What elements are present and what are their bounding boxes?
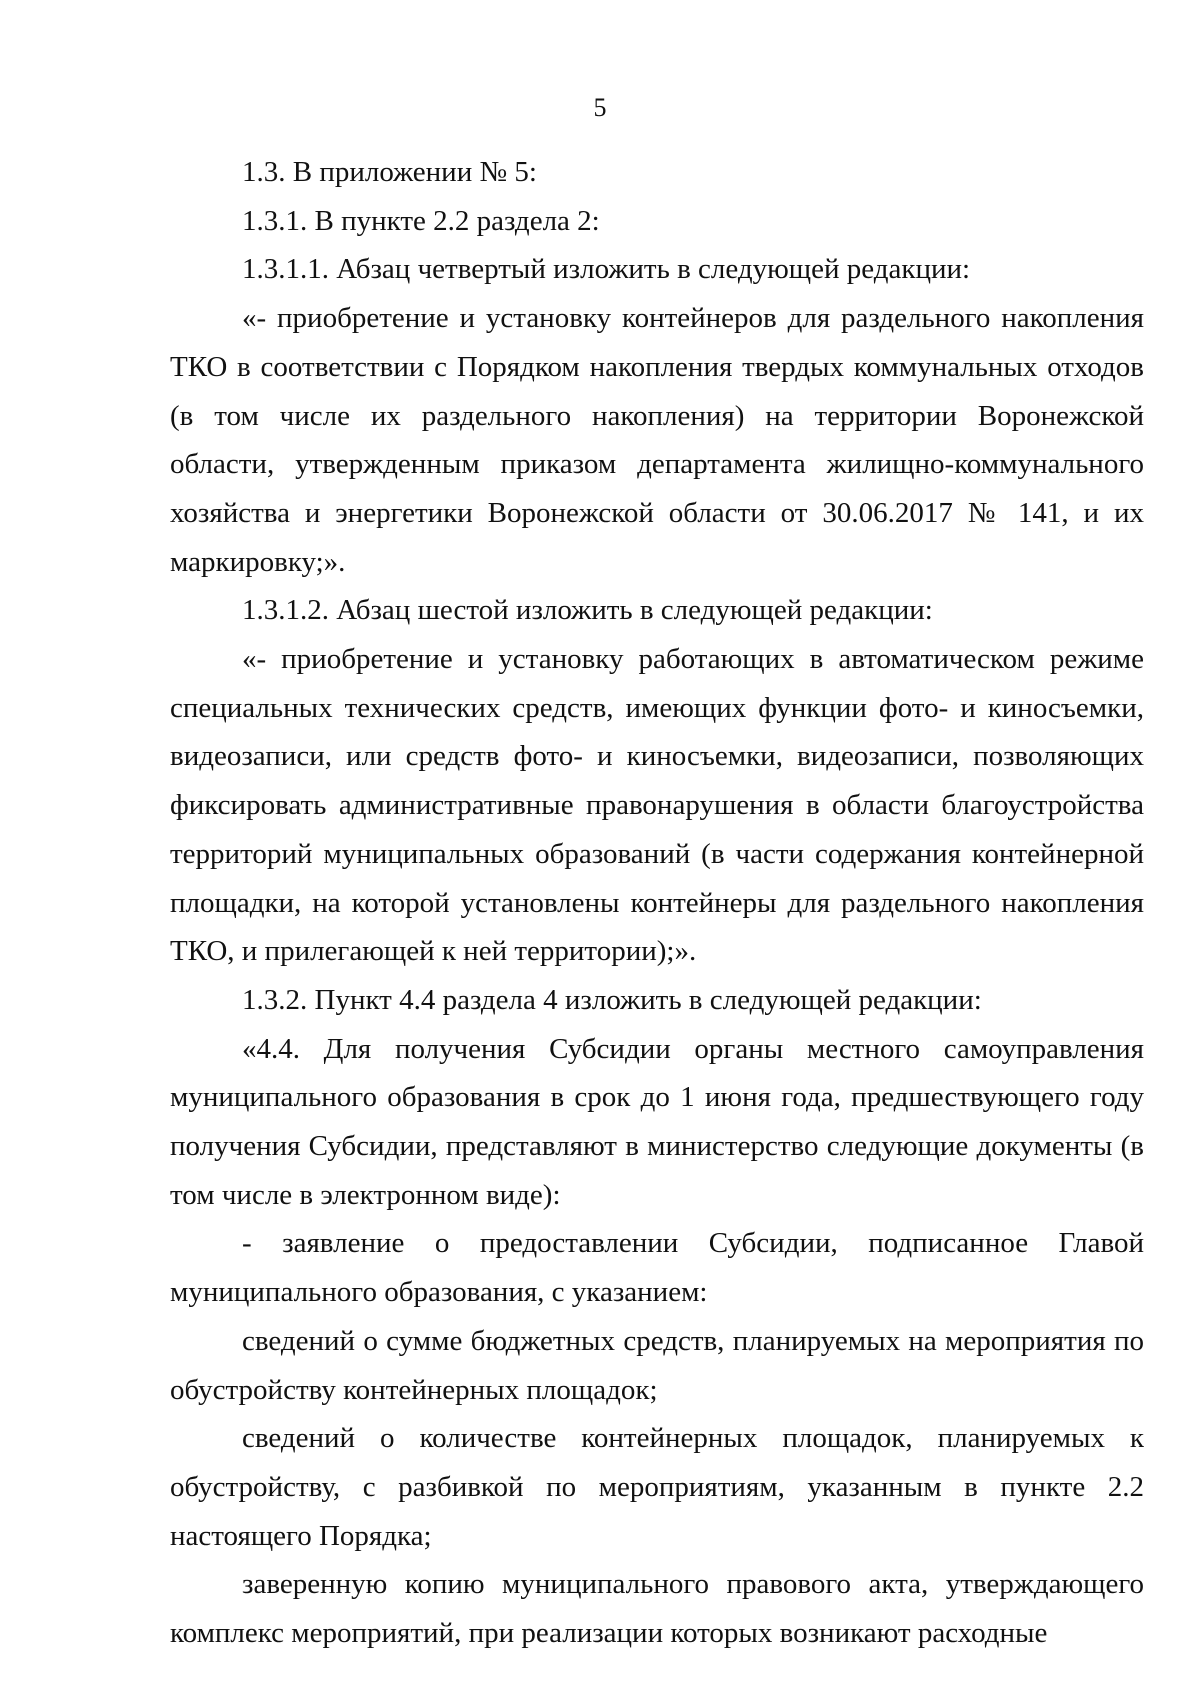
paragraph-sites-count: сведений о количестве контейнерных площадок, планируемых к обустройству, с разбивкой по мероприятиям, указанным в пункте 2.2 настоящего Порядка; — [170, 1422, 1144, 1552]
paragraph-1-3-1: 1.3.1. В пункте 2.2 раздела 2: — [242, 204, 600, 237]
paragraph-budget-info: сведений о сумме бюджетных средств, планируемых на мероприятия по обустройству контейнерных площадок; — [170, 1324, 1144, 1406]
paragraph-legal-act-copy: заверенную копию муниципального правового акта, утверждающего комплекс мероприятий, при реализации которых возникают расходные — [170, 1568, 1144, 1650]
paragraph-4-4: «4.4. Для получения Субсидии органы местного самоуправления муниципального образования в срок до 1 июня года, предшествующего году получения Субсидии, представляют в министерство следующие документы (в том числе в электронном виде): — [170, 1032, 1144, 1211]
paragraph-quote-containers: «- приобретение и установку контейнеров для раздельного накопления ТКО в соответствии с Порядком накопления твердых коммунальных отходов (в том числе их раздельного накопления) на территории Воронежской области, утвержденным приказом департамента жилищно-коммунального хозяйства и энергетики Воронежской области от 30.06.2017 № 141, и их маркировку;». — [170, 302, 1144, 578]
paragraph-1-3: 1.3. В приложении № 5: — [242, 156, 537, 188]
page-number: 5 — [593, 93, 607, 122]
document-body — [170, 148, 1144, 1658]
paragraph-1-3-2: 1.3.2. Пункт 4.4 раздела 4 изложить в следующей редакции: — [242, 983, 982, 1016]
paragraph-1-3-1-1: 1.3.1.1. Абзац четвертый изложить в следующей редакции: — [242, 253, 971, 286]
paragraph-quote-technical-means: «- приобретение и установку работающих в автоматическом режиме специальных технических средств, имеющих функции фото- и киносъемки, видеозаписи, или средств фото- и киносъемки, видеозаписи, позволяющих фиксировать административные правонарушения в области благоустройства территорий муниципальных образований (в части содержания контейнерной площадки, на которой установлены контейнеры для раздельного накопления ТКО, и прилегающей к ней территории);». — [170, 643, 1144, 968]
paragraph-application: - заявление о предоставлении Субсидии, подписанное Главой муниципального образования, с указанием: — [170, 1227, 1144, 1309]
paragraph-1-3-1-2: 1.3.1.2. Абзац шестой изложить в следующей редакции: — [242, 594, 933, 627]
